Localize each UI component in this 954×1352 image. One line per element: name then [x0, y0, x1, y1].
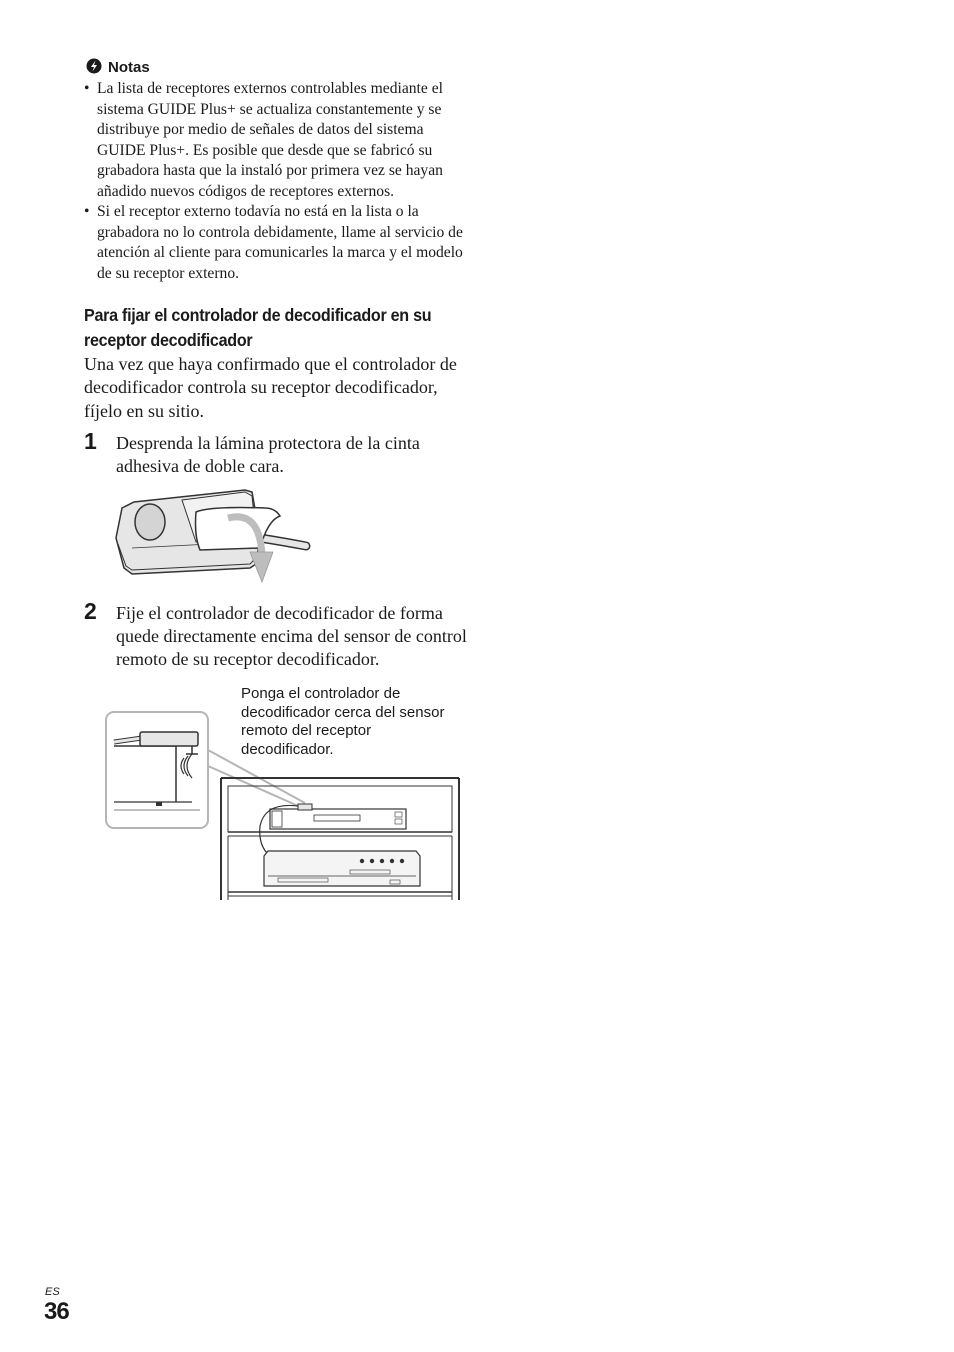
note-item: • La lista de receptores externos controlables mediante el sistema GUIDE Plus+ se actualiza constantemente y se distribuye por medio de señales de datos del sistema GUIDE Plus+. Es posible que desde que se fabricó su grabadora hasta que la instaló por primera vez se hayan añadido nuevos códigos de receptores externos. — [84, 79, 474, 202]
note-item: • Si el receptor externo todavía no está en la lista o la grabadora no lo controla debidamente, llame al servicio de atención al cliente para comunicarles la marca y el modelo de su receptor externo. — [84, 202, 474, 284]
page-language-label: ES — [45, 1286, 60, 1298]
step-2-number: 2 — [84, 598, 97, 624]
notes-title: Notas — [108, 59, 150, 76]
section-intro: Una vez que haya confirmado que el controlador de decodificador controla su receptor decodificador, fíjelo en su sitio. — [84, 354, 457, 421]
figure-2-caption: Ponga el controlador de decodificador cerca del sensor remoto del receptor decodificador. — [241, 685, 445, 758]
placement-illustration — [100, 706, 465, 900]
step-1-number: 1 — [84, 428, 97, 454]
section-title: Para fijar el controlador de decodificador en su receptor decodificador — [84, 305, 432, 350]
notes-heading — [86, 58, 150, 78]
page-number: 36 — [44, 1298, 69, 1325]
note-icon — [86, 58, 102, 74]
step-1-text: Desprenda la lámina protectora de la cinta adhesiva de doble cara. — [116, 433, 420, 476]
notes-list — [84, 79, 474, 284]
step-2-text: Fije el controlador de decodificador de forma quede directamente encima del sensor de control remoto de su receptor decodificador. — [116, 603, 467, 669]
peel-adhesive-illustration — [110, 486, 315, 591]
